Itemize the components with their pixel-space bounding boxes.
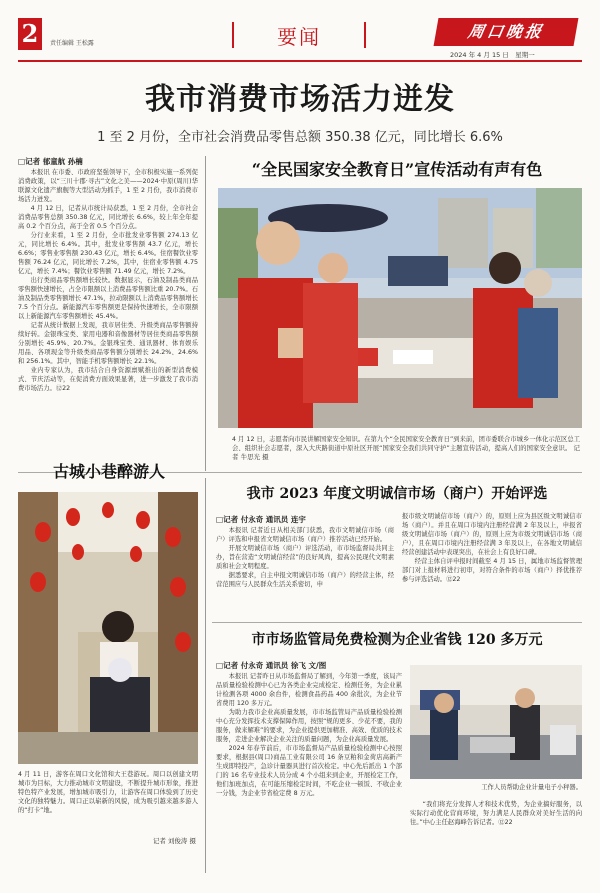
editor-credit: 责任编辑 王松露 bbox=[50, 40, 94, 47]
issue-date: 2024 年 4 月 15 日 星期一 bbox=[450, 51, 535, 59]
safety-headline: “全民国家安全教育日”宣传活动有声有色 bbox=[251, 160, 543, 179]
lead-byline: □记者 郁童航 孙楠 bbox=[18, 157, 83, 166]
section-divider bbox=[212, 622, 582, 623]
integrity-byline: □记者 付永奇 通讯员 连宇 bbox=[216, 515, 306, 524]
lead-paragraph: 业内专家认为，我市结合自身资源禀赋推出的新型消费模式、节庆活动等，在促消费方面效果显著，进一步激发了我市消费市场活力。⑫22 bbox=[18, 367, 198, 392]
lead-paragraph: 4 月 12 日，记者从市统计局获悉，1 至 2 月份，全市社会消费品零售总额 350.38 亿元，同比增长 6.6%，较上年全年提高 0.2 个百分点，高于全省 0.5 个百分点。 bbox=[18, 205, 198, 230]
inspection-paragraph: 为助力我市企业高质量发展，市市场监管局产品质量检验检测中心充分发挥技术支撑保障作用，按照“规的更多、少花不要，我的服务，做来解难”的要求，为企业提供更加精准、高效、优质的技术服务，走进企业解决企业关注的质量问题，为企业高质量发展。 bbox=[216, 709, 402, 743]
integrity-paragraph: 开展文明诚信市场（商户）评选活动，市市场监督局共同主办，旨在营造“文明诚信经营”的良好风尚，提高公民现代文明素质和社会文明程度。 bbox=[216, 545, 394, 570]
alley-credit: 记者 刘俊涛 摄 bbox=[152, 837, 196, 845]
inspection-byline: □记者 付永奇 通讯员 徐飞 文/图 bbox=[216, 661, 327, 670]
safety-caption bbox=[232, 435, 580, 462]
safety-photo-illustration bbox=[218, 188, 582, 428]
alley-photo bbox=[18, 492, 198, 764]
safety-caption-text: 4 月 12 日，志愿者向市民讲解国家安全知识。在第九个“全民国家安全教育日”到来前，团市委联合市城乡一体化示范区总工会、组织社会志愿者，深入大庆路街道中原社区开展“国家安全我们共同守护”主题宣传活动，提高人们的国家安全意识。 bbox=[232, 436, 580, 452]
inspection-photo bbox=[410, 665, 582, 779]
integrity-paragraph: 报市级文明诚信市场（商户）的，原则上应为县区级文明诚信市场（商户）。并且在周口市境内注册经营满 2 年及以上，申报省级文明诚信市场（商户）的，原则上应为市级文明诚信市场（商户），且在周口市境内注册经营满 3 年及以上，在各地文明诚信经营创建活动中表现突出，在社会上有良好口碑。 bbox=[402, 513, 582, 556]
page-number: 2 bbox=[18, 18, 42, 50]
section-title: 要闻 bbox=[277, 25, 321, 49]
alley-photo-illustration bbox=[18, 492, 198, 764]
header-rule bbox=[18, 60, 582, 62]
inspection-article-body bbox=[216, 672, 402, 878]
inspection-caption: 工作人员帮助企业计量电子小秤器。 bbox=[481, 784, 582, 791]
lead-paragraph: 本报讯 在市委、市政府坚强领导下，全市积极实施一系列促消费政策，以“三川十郡·寻古”文化之美——2024·中原(周川)华联源文化遗产旗舰等大型活动为抓手，1 至 2 月份，我市消费市场活力迸发。 bbox=[18, 169, 198, 203]
column-divider bbox=[205, 156, 206, 471]
safety-photo bbox=[218, 188, 582, 428]
lead-paragraph: 出行类商品零售额增长较快。数据显示，石油及制品类商品零售额快速增长，占全市限额以上消费品零售额比重 20.7%。石油及制品类零售额增长 47.1%，拉动限额以上消费品零售额增长 7.5 个百分点。新能源汽车零售额更是保持快速增长，全市限额以上新能源汽车零售额增长 45.4%。 bbox=[18, 277, 198, 320]
integrity-paragraph: 据悉要求，自主申报文明诚信市场（商户）的经营主体，经营范围应与人民群众生活关系密切，申 bbox=[216, 572, 394, 588]
lead-subhead: 1 至 2 月份，全市社会消费品零售总额 350.38 亿元，同比增长 6.6% bbox=[97, 130, 503, 145]
lead-paragraph: 分行业来看，1 至 2 月份，全市批发业零售额 274.13 亿元，同比增长 6.4%。其中，批发业零售额 43.7 亿元，增长 6.6%；零售业零售额 230.43 亿元，增长 6.4%。住宿餐饮业零售额 76.24 亿元，同比增长 7.2%，其中，住宿业零售额 4.75 亿元，增长 7.4%；餐饮业零售额 71.49 亿元，增长 7.2%。 bbox=[18, 232, 198, 275]
inspection-paragraph: “我们将充分发挥人才和技术优势，为企业搞好服务，以实际行动优化营商环境，努力满足人民群众对美好生活的向往。”中心主任赵海峰告诉记者。⑫22 bbox=[410, 801, 582, 826]
integrity-paragraph: 经营主体自评申报时间截至 4 月 15 日，属地市场监督管理部门对上报材料进行初审，对符合条件的市场（商户）择优推荐参与评选活动。⑫22 bbox=[402, 558, 582, 583]
alley-caption: 4 月 11 日，游客在周口文化馆和大王巷游玩。周口以创建文明城市为目标，大力推动城市文明建设，不断提升城市形象，推进特色特产业发展，增加城市吸引力，让游客在周口体验到了历史文化的独特魅力。周口正以崭新的风貌，成为吸引越来越多游人的“打卡”地。 bbox=[18, 771, 198, 814]
inspection-headline: 市市场监管局免费检测为企业省钱 120 多万元 bbox=[251, 632, 543, 648]
integrity-column-2 bbox=[402, 512, 582, 616]
integrity-paragraph: 本报讯 记者近日从相关部门获悉，我市文明诚信市场（商户）评选和申报省文明诚信市场（商户）推荐活动已经开始。 bbox=[216, 527, 394, 543]
inspection-photo-illustration bbox=[410, 665, 582, 779]
alley-headline: 古城小巷醉游人 bbox=[52, 462, 165, 481]
safety-credit: 记者 牛思光 摄 bbox=[232, 444, 580, 461]
inspection-paragraph: 2024 年春节前后，市市场监督局产品质量检验检测中心按照要求，根据县(周口)商品工业有限公司 16 条豆粕和金荷店高新产生成即特投产，急诊计量器具进行首次检定。中心先后派出 1 个部门的 16 名专业技术人员分成 4 个小组来到企业，开展检定工作，他们加班加点，在可能压缩检定时间，不吃企业一顿饭、不收企业一分钱，为企业节省检定费 8 万元。 bbox=[216, 745, 402, 797]
integrity-column-1 bbox=[216, 526, 394, 616]
lead-paragraph: 记者从统计数据上发现，我市居住类、升级类商品零售额持续好转。金银珠宝类、家用电器和音像器材等居住类商品零售额分别增长 45.9%、20.7%。金银珠宝类、通讯器材、体育娱乐用品、各项现金等升级类商品零售额分别增长 24.2%、24.6%和 256.1%。其中，智能手机零售额增长 22.1%。 bbox=[18, 322, 198, 365]
inspection-column-2 bbox=[410, 800, 582, 870]
newspaper-logo: 周口晚报 bbox=[434, 18, 579, 46]
column-divider bbox=[205, 478, 206, 873]
inspection-paragraph: 本报讯 记者昨日从市场监督局了解到，今年第一季度，该局产品质量检验检测中心已为各类企业完成检定、检测任务，为企业累计检测各项 4000 余台件，检测食品药品 400 余批次，为企业节省费用 120 多万元。 bbox=[216, 673, 402, 707]
lead-headline: 我市消费市场活力迸发 bbox=[145, 82, 455, 117]
integrity-headline: 我市 2023 年度文明诚信市场（商户）开始评选 bbox=[246, 486, 548, 502]
lead-article-body bbox=[18, 168, 198, 440]
